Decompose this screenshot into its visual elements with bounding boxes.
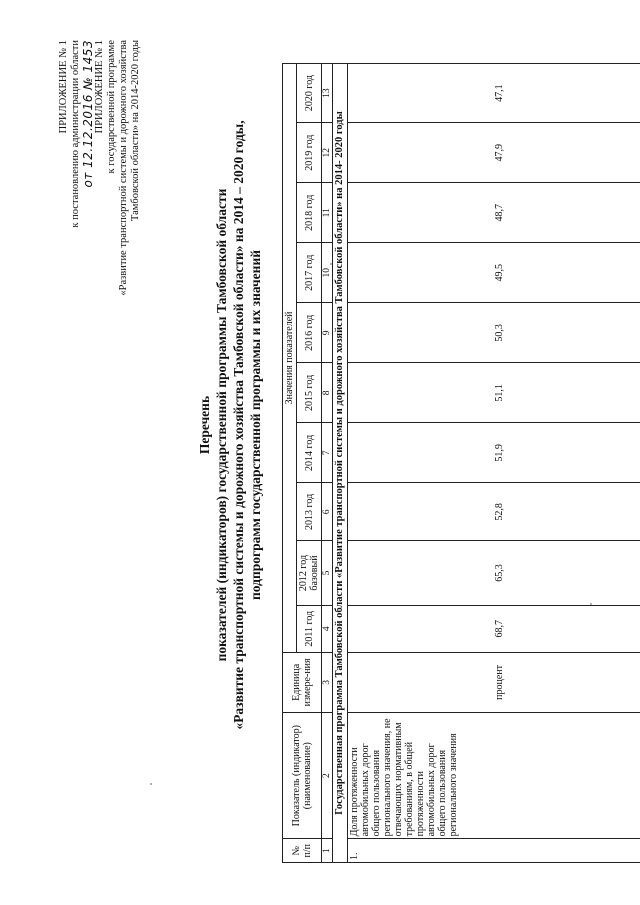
value-cell: 51,1 (348, 363, 640, 423)
header-values: Значения показателей (283, 64, 297, 653)
column-number: 8 (322, 363, 333, 423)
column-number: 6 (322, 483, 333, 541)
header-unit: Единица измере-ния (283, 652, 322, 712)
scan-speck (590, 603, 592, 605)
header-no: № п/п (283, 839, 322, 863)
column-number: 1 (322, 839, 333, 863)
row-unit: процент (348, 652, 640, 712)
table-row (348, 64, 640, 863)
appendix-1-label: ПРИЛОЖЕНИЕ № 1 (58, 40, 69, 134)
header-year: 2019 год (297, 123, 322, 183)
value-cell: 65,3 (348, 541, 640, 605)
program-name: «Развитие транспортной системы и дорожного хозяйства (118, 40, 129, 296)
column-number: 13 (322, 64, 333, 123)
header-year: 2012 год базовый (297, 541, 322, 605)
handwritten-date: от 12.12.2016 № 1453 (81, 40, 95, 188)
header-year: 2020 год (297, 64, 322, 123)
program-row (333, 64, 348, 863)
header-year: 2017 год (297, 243, 322, 303)
header-year: 2018 год (297, 183, 322, 243)
column-number: 5 (322, 541, 333, 605)
value-cell: 68,7 (348, 605, 640, 652)
value-cell: 49,5 (348, 243, 640, 303)
column-number: 2 (322, 712, 333, 839)
header-year: 2015 год (297, 363, 322, 423)
value-cell: 51,9 (348, 423, 640, 483)
title-line-3: «Развитие транспортной системы и дорожного хозяйства Тамбовской области» на 2014 – 2020 годы, (231, 120, 246, 730)
column-number: 10 (322, 243, 333, 303)
appendix-2-label: ПРИЛОЖЕНИЕ № 1 (94, 40, 105, 134)
program-title: Государственная программа Тамбовской области «Развитие транспортной системы и дорожного хозяйства Тамбовской области» на 2014- 2020 годы (333, 64, 348, 863)
value-cell: 50,3 (348, 303, 640, 363)
value-cell: 47,1 (348, 64, 640, 123)
header-row-1 (283, 64, 297, 863)
column-number: 12 (322, 123, 333, 183)
row-indicator: Доля протяженности автомобильных дорог общего пользования регионального значения, не отвечающих нормативным требованиям, в общей протяженности автомобильных дорог общего пользования регионального значения (348, 712, 640, 839)
scan-speck (330, 263, 332, 265)
column-number: 4 (322, 605, 333, 652)
column-number: 7 (322, 423, 333, 483)
header-year: 2013 год (297, 483, 322, 541)
title-line-2: показателей (индикаторов) государственной программы Тамбовской области (214, 188, 229, 662)
program-region: Тамбовской области» на 2014-2020 годы (130, 40, 141, 222)
value-cell: 48,7 (348, 183, 640, 243)
document-title (196, 45, 264, 805)
row-number: 1. (348, 839, 640, 863)
program-reference: к государственной программе (106, 40, 117, 174)
indicators-table (282, 63, 640, 863)
column-number: 9 (322, 303, 333, 363)
scan-speck (150, 783, 152, 785)
column-number: 3 (322, 652, 333, 712)
value-cell: 47,9 (348, 123, 640, 183)
header-year: 2014 год (297, 423, 322, 483)
value-cell: 52,8 (348, 483, 640, 541)
appendix-header (58, 40, 142, 370)
header-indicator: Показатель (индикатор) (наименование) (283, 712, 322, 839)
header-year: 2011 год (297, 605, 322, 652)
column-number: 11 (322, 183, 333, 243)
title-line-1: Перечень (197, 395, 212, 455)
column-numbers-row (322, 64, 333, 863)
title-line-4: подпрограмм государственной программы и их значений (248, 250, 263, 601)
header-year: 2016 год (297, 303, 322, 363)
resolution-reference: к постановлению администрации области (70, 40, 81, 228)
